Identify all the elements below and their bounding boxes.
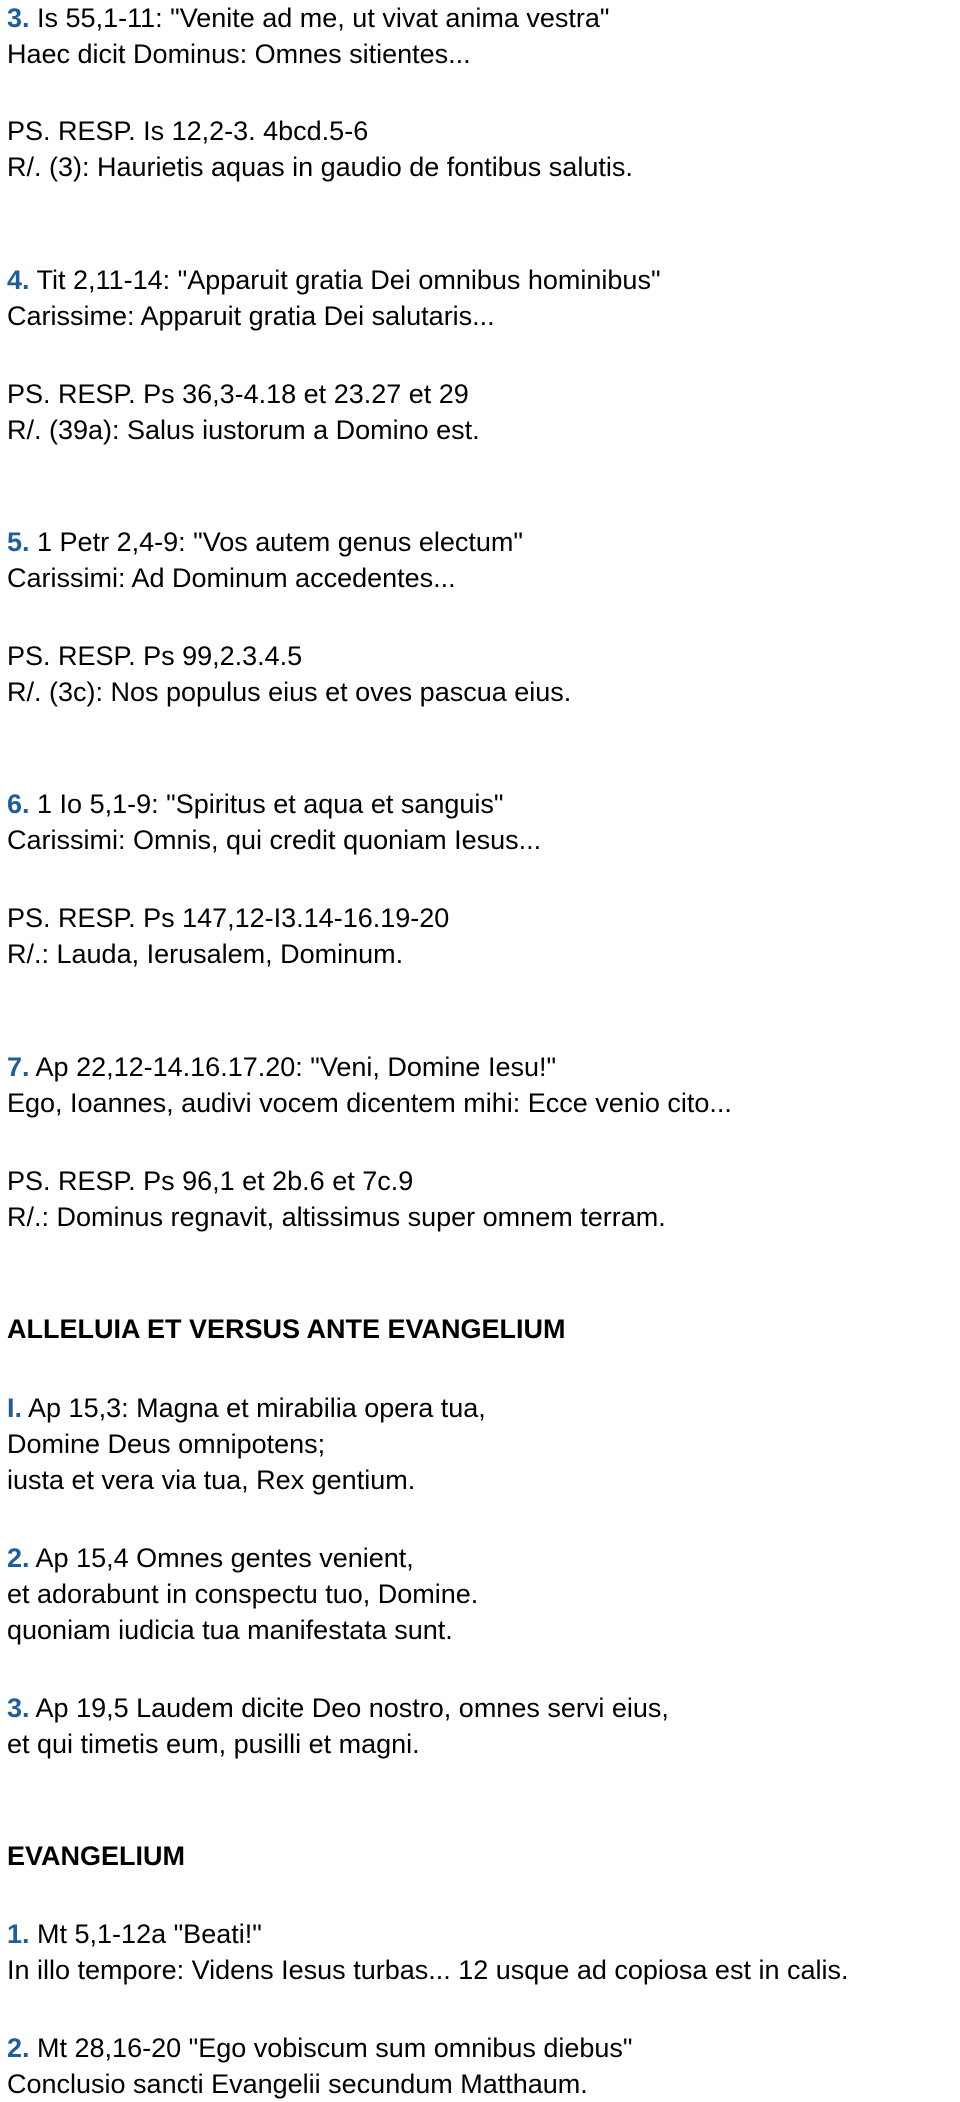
alleluia-2-line-3: quoniam iudicia tua manifestata sunt.	[7, 1615, 453, 1645]
lectio-number: 5.	[7, 527, 30, 557]
lectio-7-incipit: Ego, Ioannes, audivi vocem dicentem mihi: Ecce venio cito...	[7, 1088, 732, 1118]
versus-text: Ap 15,4 Omnes gentes venient,	[29, 1543, 414, 1573]
evangelium-number: 2.	[7, 2033, 30, 2063]
lectio-5-incipit: Carissimi: Ad Dominum accedentes...	[7, 563, 456, 593]
alleluia-1-line-3: iusta et vera via tua, Rex gentium.	[7, 1465, 416, 1495]
lectio-5-reference	[7, 524, 523, 560]
versus-text: Ap 15,3: Magna et mirabilia opera tua,	[22, 1393, 486, 1423]
lectio-3-incipit: Haec dicit Dominus: Omnes sitientes...	[7, 39, 471, 69]
lectio-4-psalm: PS. RESP. Ps 36,3-4.18 et 23.27 et 29	[7, 379, 469, 409]
lectio-6-incipit: Carissimi: Omnis, qui credit quoniam Iesus...	[7, 825, 542, 855]
alleluia-3-line-2: et qui timetis eum, pusilli et magni.	[7, 1729, 420, 1759]
lectio-reference-text: 1 Io 5,1-9: "Spiritus et aqua et sanguis"	[29, 789, 504, 819]
alleluia-heading: ALLELUIA ET VERSUS ANTE EVANGELIUM	[7, 1314, 566, 1344]
lectio-reference-text: Is 55,1-11: "Venite ad me, ut vivat anima vestra"	[29, 3, 610, 33]
lectio-number: 7.	[7, 1052, 30, 1082]
evangelium-number: 1.	[7, 1919, 30, 1949]
lectio-7-reference	[7, 1049, 556, 1085]
lectio-5-psalm: PS. RESP. Ps 99,2.3.4.5	[7, 641, 303, 671]
alleluia-3-line-1	[7, 1690, 669, 1726]
alleluia-1-line-1	[7, 1390, 486, 1426]
alleluia-2-line-1	[7, 1540, 414, 1576]
alleluia-1-line-2: Domine Deus omnipotens;	[7, 1429, 326, 1459]
lectio-6-psalm: PS. RESP. Ps 147,12-I3.14-16.19-20	[7, 903, 450, 933]
versus-text: Ap 19,5 Laudem dicite Deo nostro, omnes servi eius,	[29, 1693, 669, 1723]
lectio-4-incipit: Carissime: Apparuit gratia Dei salutaris...	[7, 301, 495, 331]
lectio-6-reference	[7, 786, 503, 822]
lectio-3-psalm: PS. RESP. Is 12,2-3. 4bcd.5-6	[7, 116, 369, 146]
lectio-4-reference	[7, 262, 661, 298]
lectio-7-refrain: R/.: Dominus regnavit, altissimus super omnem terram.	[7, 1202, 666, 1232]
lectio-reference-text: Tit 2,11-14: "Apparuit gratia Dei omnibus hominibus"	[29, 265, 661, 295]
versus-number: 2.	[7, 1543, 30, 1573]
lectio-number: 6.	[7, 789, 30, 819]
alleluia-2-line-2: et adorabunt in conspectu tuo, Domine.	[7, 1579, 479, 1609]
lectio-5-refrain: R/. (3c): Nos populus eius et oves pascua eius.	[7, 677, 572, 707]
versus-number: I.	[7, 1393, 23, 1423]
evangelium-reference-text: Mt 5,1-12a "Beati!"	[29, 1919, 262, 1949]
lectio-6-refrain: R/.: Lauda, Ierusalem, Dominum.	[7, 939, 404, 969]
lectio-3-reference	[7, 0, 610, 36]
lectio-3-refrain: R/. (3): Haurietis aquas in gaudio de fontibus salutis.	[7, 152, 633, 182]
lectio-number: 4.	[7, 265, 30, 295]
evangelium-2-reference	[7, 2030, 633, 2066]
versus-number: 3.	[7, 1693, 30, 1723]
evangelium-1-reference	[7, 1916, 262, 1952]
evangelium-heading: EVANGELIUM	[7, 1841, 186, 1871]
evangelium-2-incipit: Conclusio sancti Evangelii secundum Matthaum.	[7, 2069, 588, 2099]
lectio-reference-text: 1 Petr 2,4-9: "Vos autem genus electum"	[29, 527, 523, 557]
evangelium-1-incipit: In illo tempore: Videns Iesus turbas... 12 usque ad copiosa est in calis.	[7, 1955, 849, 1985]
lectio-7-psalm: PS. RESP. Ps 96,1 et 2b.6 et 7c.9	[7, 1166, 414, 1196]
evangelium-reference-text: Mt 28,16-20 "Ego vobiscum sum omnibus diebus"	[29, 2033, 633, 2063]
lectio-number: 3.	[7, 3, 30, 33]
lectio-reference-text: Ap 22,12-14.16.17.20: "Veni, Domine Iesu!"	[29, 1052, 557, 1082]
lectio-4-refrain: R/. (39a): Salus iustorum a Domino est.	[7, 415, 480, 445]
